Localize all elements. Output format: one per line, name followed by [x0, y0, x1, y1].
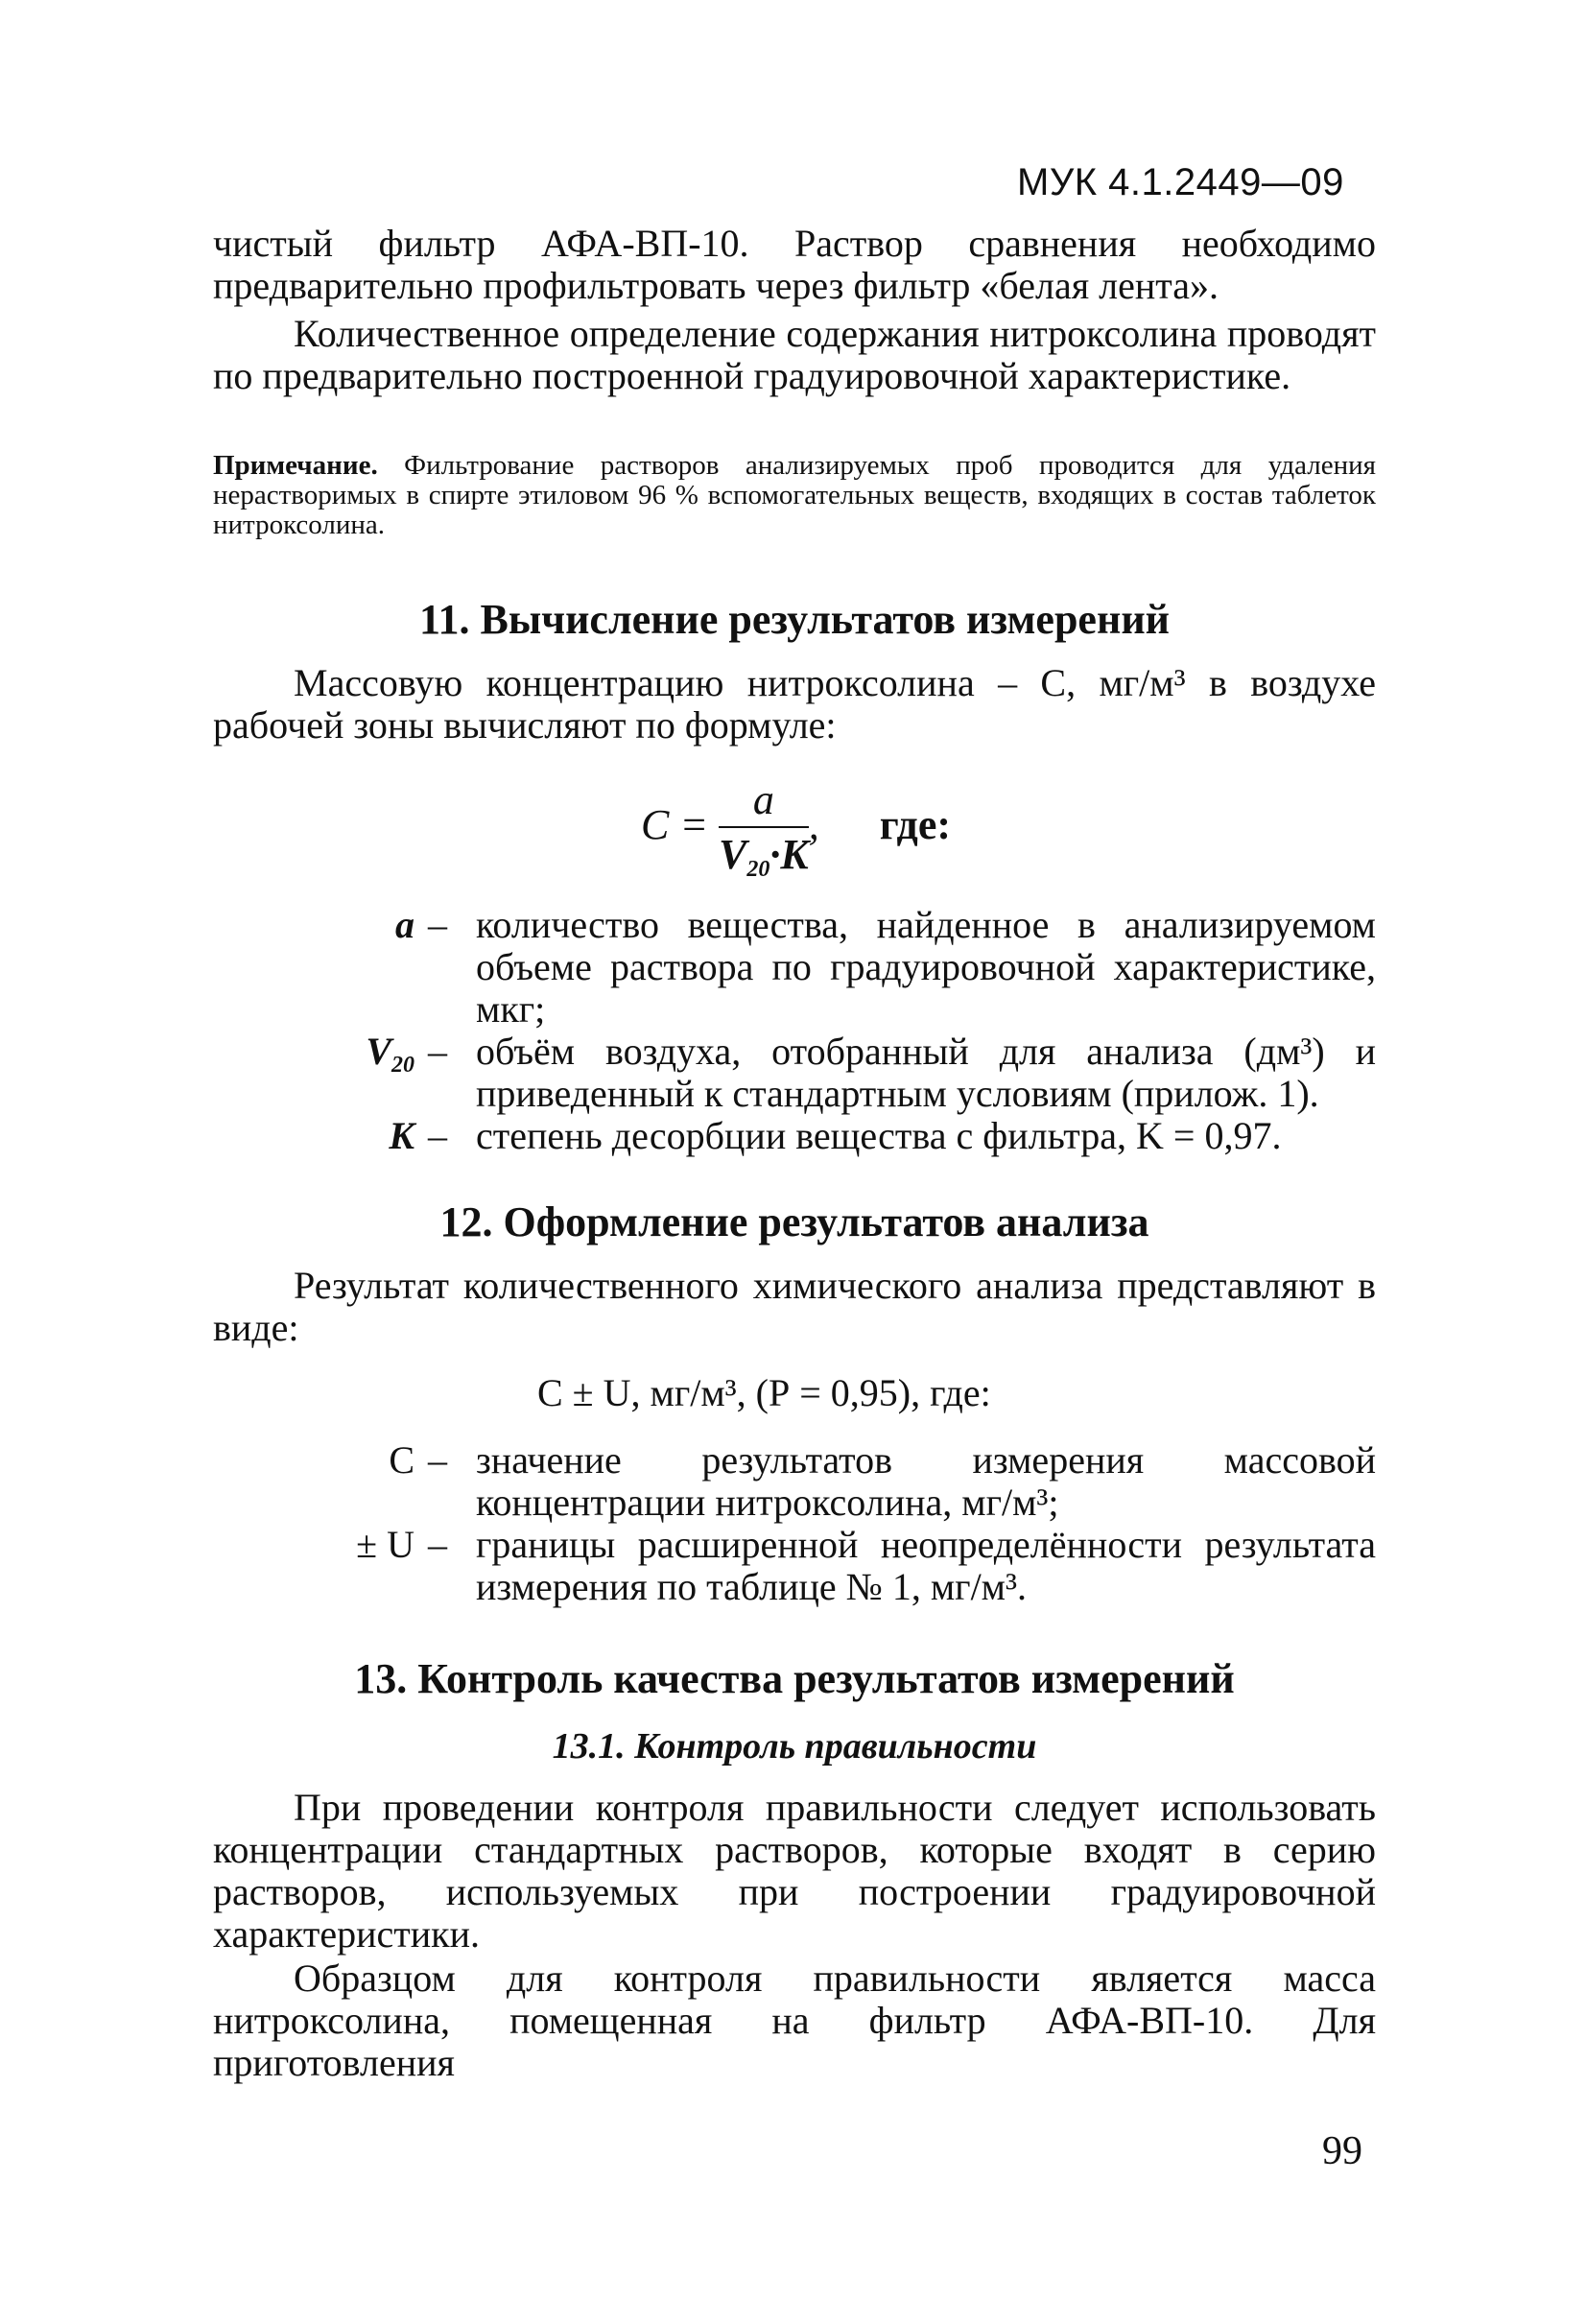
- section-13-paragraph-1: При проведении контроля правильности следует использовать концентрации стандартных растворов, которые входят в серию растворов, используемых при построении градуировочной характеристики.: [213, 1786, 1376, 1956]
- concentration-formula: [641, 775, 951, 883]
- definition-dash: –: [428, 1030, 447, 1073]
- note-label: Примечание.: [213, 450, 378, 481]
- definition-symbol: С: [389, 1438, 414, 1482]
- intro-paragraph-2: Количественное определение содержания нитроксолина проводят по предварительно построенной градуировочной характеристике.: [213, 312, 1376, 397]
- definition-text: значение результатов измерения массовой концентрации нитроксолина, мг/м³;: [476, 1438, 1376, 1524]
- definition-dash: –: [428, 903, 447, 946]
- section-13-title: 13. Контроль качества результатов измерений: [354, 1655, 1235, 1702]
- section-11-title: 11. Вычисление результатов измерений: [418, 596, 1171, 643]
- definition-u: [213, 1524, 1376, 1608]
- definition-text: степень десорбции вещества с фильтра, K = 0,97.: [476, 1114, 1282, 1157]
- section-13-1-subtitle: 13.1. Контроль правильности: [552, 1726, 1037, 1767]
- document-code: МУК 4.1.2449—09: [1017, 161, 1344, 203]
- definition-dash: –: [428, 1438, 447, 1482]
- definition-dash: –: [428, 1523, 447, 1566]
- formula-numerator: a: [719, 775, 809, 828]
- note-text: Фильтрование растворов анализируемых проб проводится для удаления нерастворимых в спирте этиловом 96 % вспомогательных веществ, входящих в состав таблеток нитроксолина.: [213, 450, 1376, 540]
- definition-text: объём воздуха, отобранный для анализа (дм³) и приведенный к стандартным условиям (прилож. 1).: [476, 1030, 1376, 1115]
- section-11-text: Массовую концентрацию нитроксолина – С, мг/м³ в воздухе рабочей зоны вычисляют по формуле:: [213, 661, 1376, 747]
- formula-where: где:: [879, 801, 951, 849]
- formula-fraction: [719, 775, 809, 883]
- page-number: 99: [1322, 2129, 1362, 2173]
- definition-dash: –: [428, 1114, 447, 1157]
- definition-symbol: a: [395, 903, 414, 946]
- formula-lhs: C =: [641, 801, 709, 849]
- definition-k: [213, 1115, 1376, 1157]
- definition-v20: [213, 1031, 1376, 1115]
- definition-text: количество вещества, найденное в анализируемом объеме раствора по градуировочной характеристике, мкг;: [476, 903, 1376, 1031]
- formula-comma: ,: [808, 801, 819, 849]
- definition-c: [213, 1439, 1376, 1524]
- definition-symbol: $V_{20}$: [366, 1030, 414, 1078]
- section-12-text: Результат количественного химического анализа представляют в виде:: [213, 1264, 1376, 1349]
- section-12-title: 12. Оформление результатов анализа: [439, 1198, 1149, 1245]
- formula-denominator: $V_{20}\cdot K$: [719, 831, 809, 882]
- definition-text: границы расширенной неопределённости результата измерения по таблице № 1, мг/м³.: [476, 1523, 1376, 1608]
- note: [213, 451, 1376, 540]
- definition-symbol: K: [389, 1114, 414, 1157]
- section-13-paragraph-2: Образцом для контроля правильности является масса нитроксолина, помещенная на фильтр АФА-ВП-10. Для приготовления: [213, 1956, 1376, 2084]
- definition-symbol: ± U: [356, 1523, 414, 1566]
- result-formula: С ± U, мг/м³, (Р = 0,95), где:: [537, 1371, 991, 1414]
- intro-paragraph-1: чистый фильтр АФА-ВП-10. Раствор сравнения необходимо предварительно профильтровать через фильтр «белая лента».: [213, 222, 1376, 307]
- definition-a: [213, 904, 1376, 1031]
